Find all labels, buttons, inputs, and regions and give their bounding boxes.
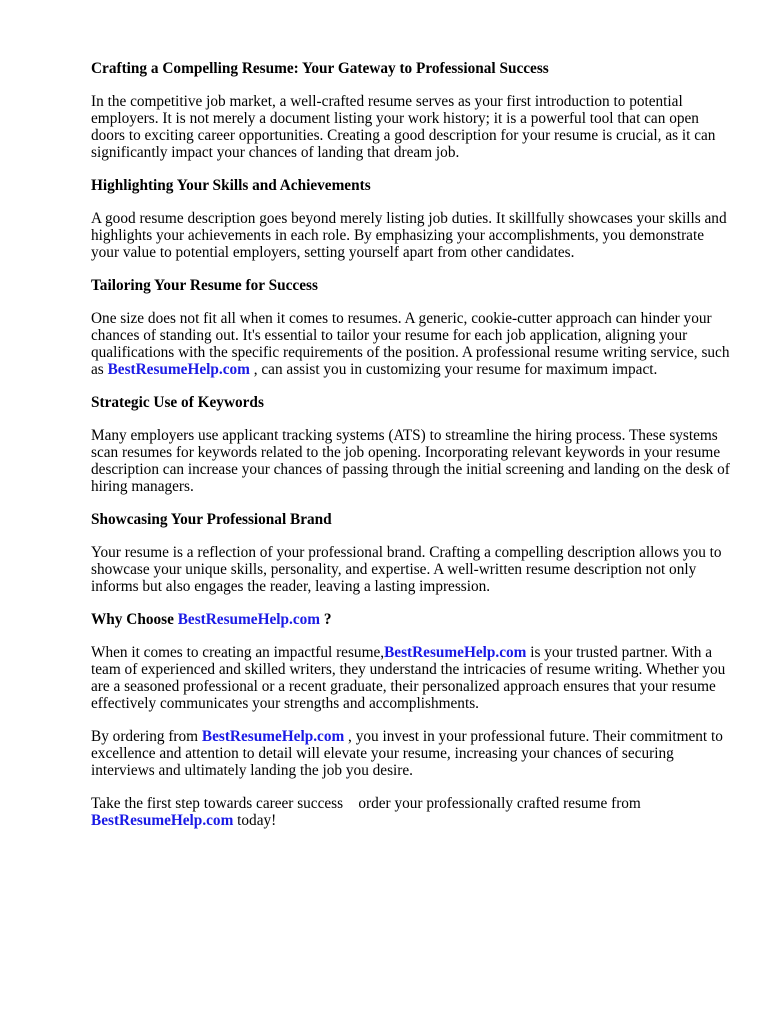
bestresumehelp-link[interactable]: BestResumeHelp.com	[177, 611, 321, 628]
intro-paragraph: In the competitive job market, a well-crafted resume serves as your first introduction to potential employers. It is not merely a document listing your work history; it is a powerful tool that can open doors to exciting career opportunities. Creating a good description for your resume is crucial, as it can significantly impact your chances of landing that dream job.	[91, 93, 716, 161]
why-choose-paragraph-3	[91, 795, 731, 829]
section-body-tailoring	[91, 310, 731, 378]
tailoring-text-before: One size does not fit all when it comes to resumes. A generic, cookie-cutter approach can hinder your chances of standing out. It's essential to tailor your resume for each job application, aligning your qualifications with the specific requirements of the position. A professional resume writing service, such as	[91, 310, 730, 378]
document-page	[91, 60, 731, 829]
section-heading-skills: Highlighting Your Skills and Achievements	[91, 177, 371, 194]
why-choose-p1-before: When it comes to creating an impactful resume,	[91, 644, 385, 661]
why-choose-p2-before: By ordering from	[91, 728, 202, 745]
section-body-skills: A good resume description goes beyond merely listing job duties. It skillfully showcases your skills and highlights your achievements in each role. By emphasizing your accomplishments, you demonstrate your value to potential employers, setting yourself apart from other candidates.	[91, 210, 727, 261]
why-choose-question: ?	[320, 611, 332, 628]
section-heading-brand: Showcasing Your Professional Brand	[91, 511, 332, 528]
bestresumehelp-link[interactable]: BestResumeHelp.com	[384, 644, 527, 661]
why-choose-p2-after: , you invest in your professional future. Their commitment to excellence and attention to detail will elevate your resume, increasing your chances of securing interviews and ultimately landing the job you desire.	[91, 728, 723, 779]
bestresumehelp-link[interactable]: BestResumeHelp.com	[107, 361, 250, 378]
why-choose-paragraph-1	[91, 644, 731, 712]
tailoring-text-after: , can assist you in customizing your resume for maximum impact.	[249, 361, 658, 378]
why-choose-p3-before: Take the first step towards career success order your professionally crafted resume from	[91, 795, 645, 812]
why-choose-p3-after: today!	[233, 812, 277, 829]
bestresumehelp-link[interactable]: BestResumeHelp.com	[201, 728, 345, 745]
why-choose-p1-after: is your trusted partner. With a team of experienced and skilled writers, they understand the intricacies of resume writing. Whether you are a seasoned professional or a recent graduate, their personalized approach ensures that your resume effectively communicates your strengths and accomplishments.	[91, 644, 726, 712]
bestresumehelp-link[interactable]: BestResumeHelp.com	[91, 812, 234, 829]
why-choose-text: Why Choose	[91, 611, 178, 628]
document-title: Crafting a Compelling Resume: Your Gateway to Professional Success	[91, 60, 549, 77]
why-choose-paragraph-2	[91, 728, 731, 779]
section-heading-tailoring: Tailoring Your Resume for Success	[91, 277, 318, 294]
section-heading-why-choose	[91, 611, 731, 628]
section-body-brand: Your resume is a reflection of your professional brand. Crafting a compelling description allows you to showcase your unique skills, personality, and expertise. A well-written resume description not only informs but also engages the reader, leaving a lasting impression.	[91, 544, 722, 595]
section-heading-keywords: Strategic Use of Keywords	[91, 394, 264, 411]
section-body-keywords: Many employers use applicant tracking systems (ATS) to streamline the hiring process. These systems scan resumes for keywords related to the job opening. Incorporating relevant keywords in your resume description can increase your chances of passing through the initial screening and landing on the desk of hiring managers.	[91, 427, 730, 495]
